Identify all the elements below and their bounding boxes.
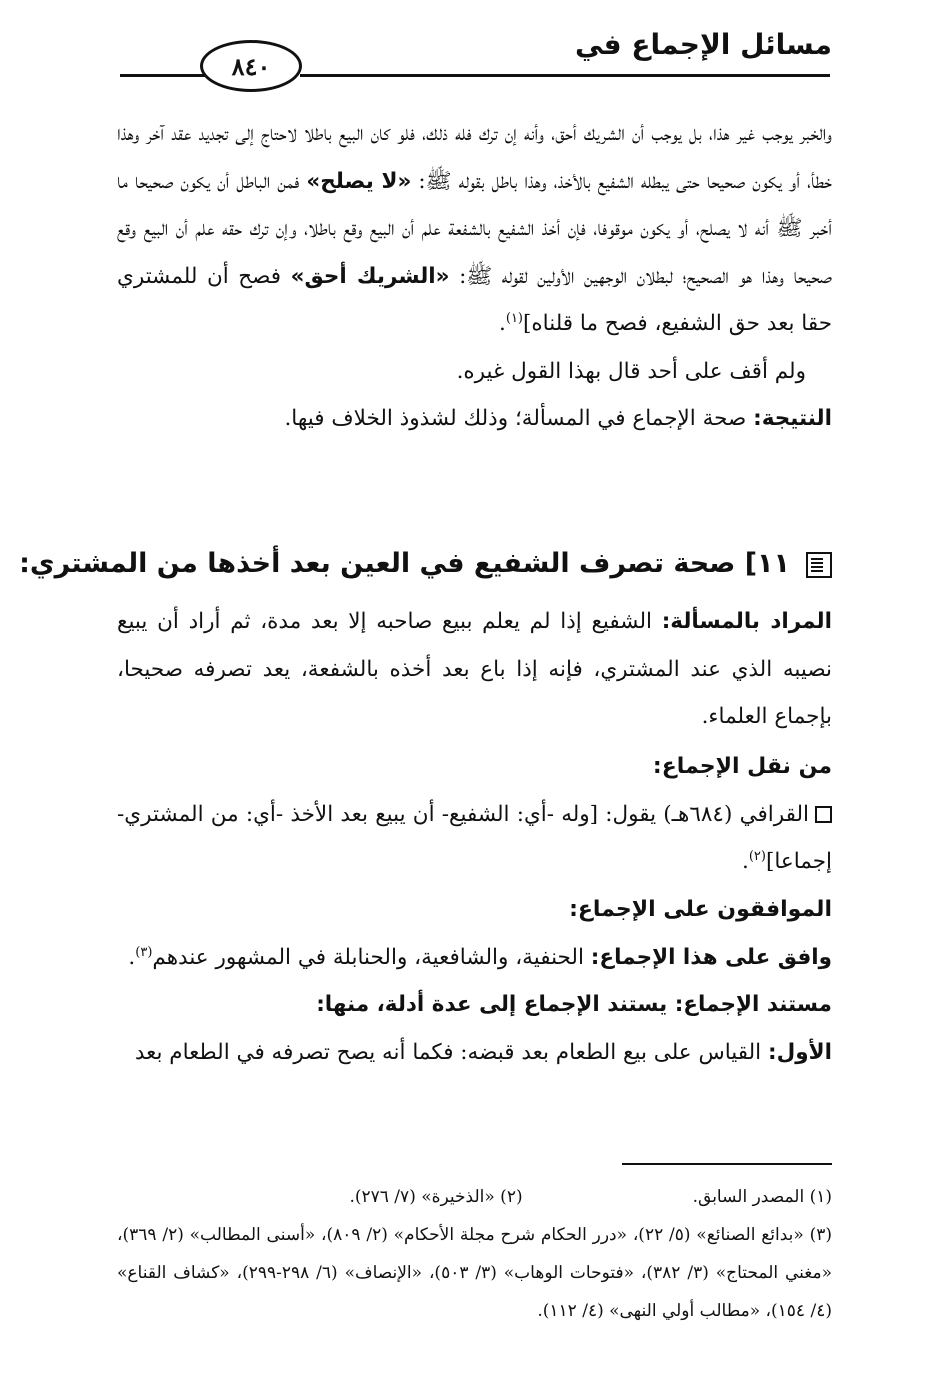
first-evidence-paragraph: الأول: القياس على بيع الطعام بعد قبضه: فكما أنه يصح تصرفه في الطعام بعد xyxy=(134,1039,832,1065)
agreeing-heading: الموافقون على الإجماع: xyxy=(569,896,832,922)
footnote-2: (٢) «الذخيرة» (٧/ ٢٧٦). xyxy=(349,1187,523,1207)
paragraph-2: ولم أقف على أحد قال بهذا القول غيره. xyxy=(456,358,806,384)
header-rule xyxy=(300,74,830,77)
document-icon xyxy=(806,552,832,578)
meaning-paragraph: المراد بالمسألة: الشفيع إذا لم يعلم ببيع صاحبه إلا بعد مدة، ثم أراد أن يبيع نصيبه الذي عند المشتري، فإنه إذا باع بعد أخذه بالشفعة، يعد تصرفه صحيحا، بإجماع العلماء. xyxy=(117,609,832,729)
section-heading: ١١] صحة تصرف الشفيع في العين بعد أخذها من المشتري: xyxy=(117,548,832,579)
basis-paragraph: مستند الإجماع: يستند الإجماع إلى عدة أدلة، منها: xyxy=(316,992,832,1017)
checkbox-icon xyxy=(815,806,832,823)
result-paragraph: النتيجة: صحة الإجماع في المسألة؛ وذلك لشذوذ الخلاف فيها. xyxy=(284,406,832,431)
agreeing-paragraph: وافق على هذا الإجماع: الحنفية، والشافعية، والحنابلة في المشهور عندهم$^{(٣)}$. xyxy=(128,944,832,970)
main-text xyxy=(117,110,832,443)
result-label: النتيجة: xyxy=(753,406,832,431)
running-header-title: مسائل الإجماع في xyxy=(574,28,832,61)
footnotes xyxy=(117,1178,832,1330)
quote-paragraph: القرافي (٦٨٤هـ) يقول: [وله -أي: الشفيع- أن يبيع بعد الأخذ -أي: من المشتري- إجماعا]$^{(٢)}$. xyxy=(117,801,832,874)
footnote-rule xyxy=(622,1163,832,1165)
page-number: ٨٤٠ xyxy=(200,40,302,92)
paragraph-1: والخبر يوجب غير هذا، بل يوجب أن الشريك أحق، وأنه إن ترك فله ذلك، فلو كان البيع باطلا لاحتاج إلى تجديد عقد آخر وهذا خطأ، أو يكون صحيحا حتى يبطله الشفيع بالأخذ، وهذا باطل بقوله ﷺ: «لا يصلح» فمن الباطل أن يكون صحيحا ما أخبر ﷺ أنه لا يصلح، أو يكون موقوفا، فإن أخذ الشفيع بالشفعة علم أن البيع وقع باطلا، وإن ترك حقه علم أن البيع وقع صحيحا وهذا هو الصحيح؛ لبطلان الوجهين الأولين لقوله ﷺ: «الشريك أحق» فصح أن للمشتري حقا بعد حق الشفيع، فصح ما قلناه]$^{(١)}$. xyxy=(117,121,833,336)
section-body xyxy=(117,598,832,1076)
footnote-ref-3[interactable]: (٣) xyxy=(135,944,153,960)
transmitters-heading: من نقل الإجماع: xyxy=(652,753,832,779)
footnote-1: (١) المصدر السابق. xyxy=(692,1187,832,1207)
footnote-ref-2[interactable]: (٢) xyxy=(748,848,766,864)
footnote-3: (٣) «بدائع الصنائع» (٥/ ٢٢)، «درر الحكام شرح مجلة الأحكام» (٢/ ٨٠٩)، «أسنى المطالب» (٢/ ٣٦٩)، «مغني المحتاج» (٣/ ٣٨٢)، «فتوحات الوهاب» (٣/ ٥٠٣)، «الإنصاف» (٦/ ٢٩٨-٢٩٩)، «كشاف القناع» (٤/ ١٥٤)، «مطالب أولي النهى» (٤/ ١١٢). xyxy=(117,1225,833,1321)
footnote-ref-1[interactable]: (١) xyxy=(505,310,523,326)
